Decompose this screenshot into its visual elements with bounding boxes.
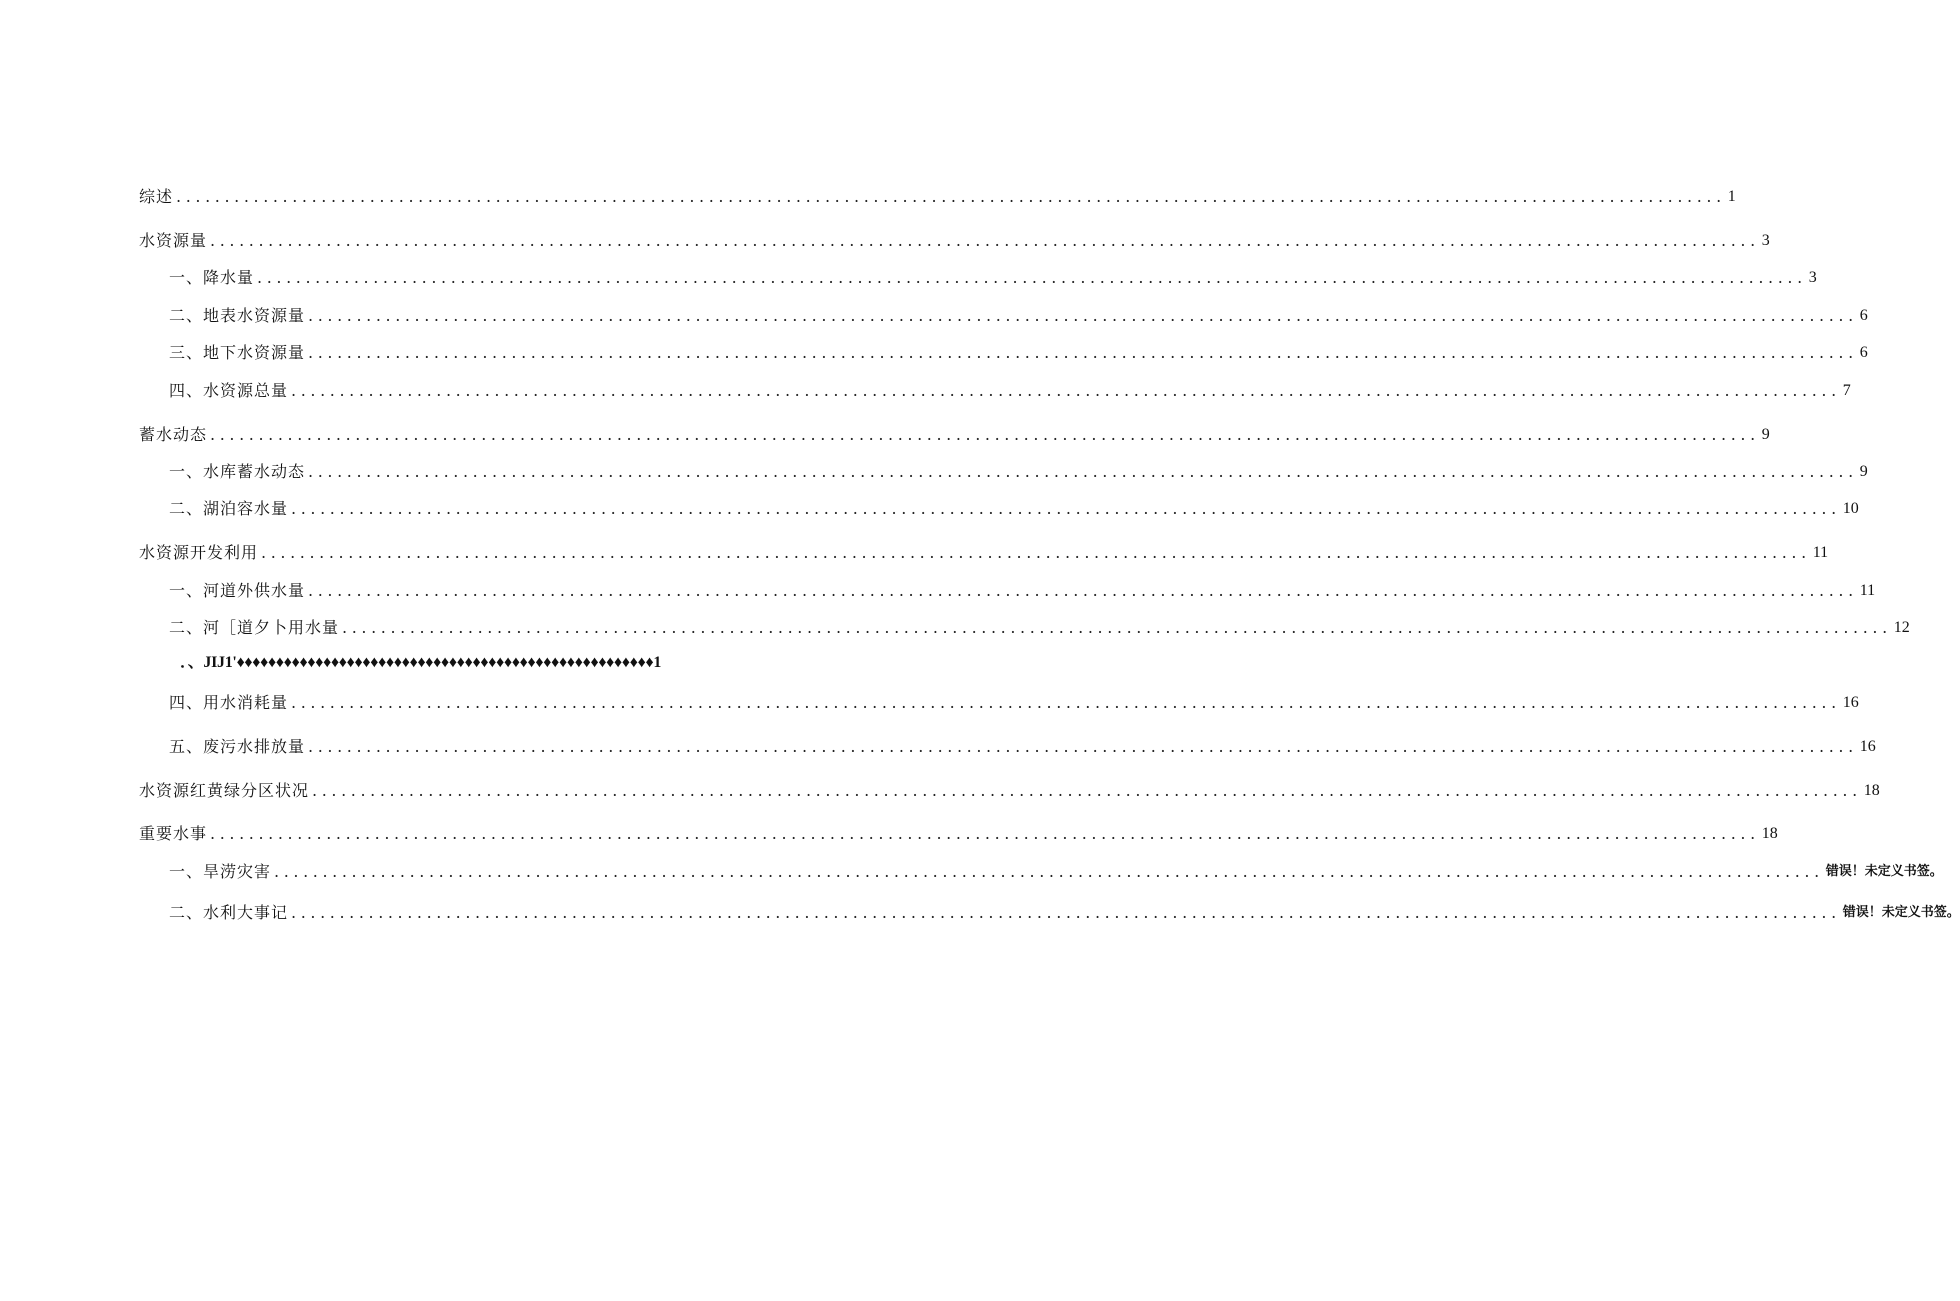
toc-entry-bookmark-error: 错误！未定义书签。 [1825, 864, 1943, 879]
toc-entry-wastewater-discharge[interactable] [169, 733, 1876, 757]
toc-entry-title: 一、水库蓄水动态 [169, 462, 306, 481]
toc-entry-water-resources[interactable] [139, 227, 1770, 251]
toc-entry-precipitation[interactable] [169, 264, 1817, 288]
toc-entry-title: 五、废污水排放量 [169, 737, 306, 756]
toc-entry-drought-flood[interactable] [169, 858, 1943, 882]
toc-entry-groundwater[interactable] [169, 339, 1868, 363]
toc-entry-title: 二、湖泊容水量 [169, 499, 289, 518]
toc-entry-title: 二、水利大事记 [169, 903, 289, 922]
toc-entry-title: 一、旱涝灾害 [169, 862, 272, 881]
toc-entry-page: 7 [1842, 382, 1851, 399]
toc-entry-title: 四、用水消耗量 [169, 693, 289, 712]
toc-dot-leader: ................................................................................................................................................................ [308, 462, 1858, 481]
toc-entry-page: 3 [1761, 232, 1770, 249]
toc-entry-page: 1 [1727, 188, 1736, 205]
toc-entry-page: 16 [1842, 694, 1859, 711]
toc-dot-leader: ................................................................................................................................................................ [308, 306, 1858, 325]
toc-dot-leader: ................................................................................................................................................................ [291, 381, 1841, 400]
toc-dot-leader: ................................................................................................................................................................ [291, 499, 1841, 518]
toc-entry-zoning-status[interactable] [139, 777, 1880, 801]
toc-entry-bookmark-error: 错误！未定义书签。 [1842, 905, 1960, 920]
toc-entry-page: 18 [1761, 825, 1778, 842]
toc-entry-reservoir-storage[interactable] [169, 458, 1868, 482]
toc-entry-page: 9 [1761, 426, 1770, 443]
toc-entry-page: 9 [1859, 463, 1868, 480]
toc-entry-title: 水资源开发利用 [139, 543, 259, 562]
toc-dot-leader: ................................................................................................................................................................ [308, 343, 1858, 362]
toc-entry-title: 一、降水量 [169, 268, 255, 287]
toc-dot-leader: ................................................................................................................................................................ [291, 693, 1841, 712]
toc-dot-leader: ................................................................................................................................................................ [312, 781, 1862, 800]
toc-entry-lake-volume[interactable] [169, 495, 1859, 519]
toc-entry-page: 11 [1859, 582, 1876, 599]
toc-entry-title: 三、地下水资源量 [169, 343, 306, 362]
toc-entry-water-chronicle[interactable] [169, 899, 1960, 923]
toc-entry-water-development[interactable] [139, 539, 1829, 563]
toc-entry-title: 四、水资源总量 [169, 381, 289, 400]
toc-entry-offstream-supply[interactable] [169, 577, 1876, 601]
toc-entry-title: 蓄水动态 [139, 425, 208, 444]
toc-dot-leader: ................................................................................................................................................................ [257, 268, 1807, 287]
toc-entry-page: 18 [1863, 782, 1880, 799]
toc-garbled-line: ．、JIJ1'♦♦♦♦♦♦♦♦♦♦♦♦♦♦♦♦♦♦♦♦♦♦♦♦♦♦♦♦♦♦♦♦♦♦♦♦♦♦♦♦♦♦♦♦♦♦♦♦♦♦♦♦♦1 [180, 654, 662, 671]
toc-entry-title: 水资源量 [139, 231, 208, 250]
toc-entry-major-water-events[interactable] [139, 820, 1778, 844]
toc-entry-surface-water[interactable] [169, 302, 1868, 326]
toc-dot-leader: ................................................................................................................................................................ [210, 824, 1760, 843]
toc-entry-offstream-use[interactable] [169, 614, 1910, 638]
toc-entry-page: 3 [1808, 269, 1817, 286]
toc-dot-leader: ................................................................................................................................................................ [274, 862, 1824, 881]
toc-dot-leader: ................................................................................................................................................................ [308, 581, 1858, 600]
toc-entry-title: 二、地表水资源量 [169, 306, 306, 325]
toc-entry-water-consumption[interactable] [169, 689, 1859, 713]
toc-entry-title: 综述 [139, 187, 174, 206]
toc-entry-title: 水资源红黄绿分区状况 [139, 781, 310, 800]
toc-entry-overview[interactable] [139, 183, 1736, 207]
toc-entry-storage-dynamics[interactable] [139, 421, 1770, 445]
toc-entry-title: 二、河［道夕卜用水量 [169, 618, 340, 637]
toc-dot-leader: ................................................................................................................................................................ [308, 737, 1858, 756]
toc-dot-leader: ................................................................................................................................................................ [342, 618, 1892, 637]
toc-entry-page: 6 [1859, 344, 1868, 361]
toc-entry-page: 11 [1812, 544, 1829, 561]
toc-dot-leader: ................................................................................................................................................................ [261, 543, 1811, 562]
toc-dot-leader: ................................................................................................................................................................ [176, 187, 1726, 206]
toc-dot-leader: ................................................................................................................................................................ [210, 231, 1760, 250]
toc-entry-total-water[interactable] [169, 377, 1851, 401]
toc-entry-page: 10 [1842, 500, 1859, 517]
toc-entry-page: 12 [1893, 619, 1910, 636]
toc-entry-title: 重要水事 [139, 824, 208, 843]
toc-entry-page: 16 [1859, 738, 1876, 755]
toc-entry-page: 6 [1859, 307, 1868, 324]
toc-entry-title: 一、河道外供水量 [169, 581, 306, 600]
toc-dot-leader: ................................................................................................................................................................ [291, 903, 1841, 922]
toc-dot-leader: ................................................................................................................................................................ [210, 425, 1760, 444]
